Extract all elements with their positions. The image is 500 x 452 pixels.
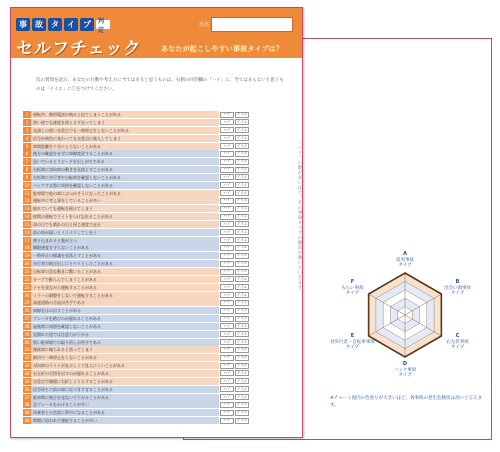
- question-row: [23, 338, 249, 345]
- answer-no[interactable]: イイエ: [236, 276, 248, 281]
- question-text: 割り込まれると腹が立つ: [31, 237, 219, 244]
- answer-no[interactable]: イイエ: [236, 386, 248, 391]
- pill-char: 事: [16, 18, 30, 31]
- answer-group: [220, 143, 249, 149]
- question-row: [23, 331, 249, 338]
- radar-axis-suffix: タイプ: [450, 345, 465, 350]
- question-row: [23, 237, 249, 244]
- question-number: 15: [24, 221, 30, 227]
- answer-group: [220, 323, 249, 329]
- answer-no[interactable]: イイエ: [236, 135, 248, 140]
- question-number: 28: [24, 323, 30, 329]
- question-text: 見通しの悪い交差点でも一時停止をしないことがある: [31, 127, 219, 134]
- radar-axis-suffix: タイプ: [450, 291, 465, 296]
- page-title: セルフチェック: [16, 39, 142, 59]
- question-text: 発進時に周囲を確認しないことがある: [31, 323, 219, 330]
- question-number: 38: [24, 402, 30, 408]
- question-row: [23, 315, 249, 322]
- answer-group: [220, 119, 249, 125]
- question-text: 夜間の運転でライトをつけ忘れることがある: [31, 213, 219, 220]
- question-text: 運転中に考え事をしていることが多い: [31, 197, 219, 204]
- answer-yes[interactable]: ハイ: [220, 386, 234, 392]
- answer-group: [220, 355, 249, 361]
- answer-no[interactable]: イイエ: [236, 159, 248, 164]
- question-row: [23, 135, 249, 142]
- radar-axis-suffix: タイプ: [345, 291, 360, 296]
- question-text: 雨の日でも晴れの日と同じ速度で走る: [31, 221, 219, 228]
- answer-yes[interactable]: ハイ: [220, 221, 234, 227]
- answer-yes[interactable]: ハイ: [220, 284, 234, 290]
- answer-no[interactable]: イイエ: [236, 190, 248, 195]
- answer-no[interactable]: イイエ: [236, 119, 248, 124]
- question-text: 前の車が遅いとイライラしてしまう: [31, 229, 219, 236]
- answer-group: [220, 331, 249, 337]
- radar-axis-name: もらい事故: [341, 286, 364, 291]
- answer-group: [220, 410, 249, 416]
- question-row: [23, 362, 249, 369]
- question-row: [23, 346, 249, 353]
- answer-yes[interactable]: ハイ: [220, 410, 234, 416]
- answer-yes[interactable]: ハイ: [220, 135, 234, 141]
- answer-group: [220, 127, 249, 133]
- question-text: 後続車に煽られると焦ってしまう: [31, 346, 219, 353]
- answer-yes[interactable]: ハイ: [220, 378, 234, 384]
- answer-yes[interactable]: ハイ: [220, 229, 234, 235]
- answer-group: [220, 135, 249, 141]
- pill-char: イ: [64, 18, 78, 31]
- answer-yes[interactable]: ハイ: [220, 261, 234, 267]
- answer-no[interactable]: イイエ: [236, 410, 248, 415]
- radar-axis-name: バック事故: [393, 368, 417, 374]
- answer-yes[interactable]: ハイ: [220, 245, 234, 251]
- answer-yes[interactable]: ハイ: [220, 331, 234, 337]
- tagline: あなたが起こしやすい事故タイプは？: [161, 45, 284, 53]
- radar-axis-name: 出会い頭事故: [444, 286, 472, 291]
- question-text: バックする際に周囲を確認しないことがある: [31, 182, 219, 189]
- name-label: 氏名: [199, 22, 210, 28]
- answer-no[interactable]: イイエ: [236, 316, 248, 321]
- question-row: [23, 252, 249, 259]
- answer-yes[interactable]: ハイ: [220, 355, 234, 361]
- answer-no[interactable]: イイエ: [236, 127, 248, 132]
- question-text: 運転中、携帯電話が鳴ると出てしまうことがある: [31, 111, 219, 118]
- question-list: [23, 111, 249, 425]
- instructions: 次の質問を読み、あなたの行動や考え方に当てはまると思うものは、右側の回答欄の「ハイ」に、当てはまらないと思うものは「イイエ」に〇をつけてください。: [36, 78, 284, 92]
- answer-no[interactable]: イイエ: [236, 331, 248, 336]
- answer-yes[interactable]: ハイ: [220, 276, 234, 282]
- question-row: [23, 158, 249, 165]
- answer-yes[interactable]: ハイ: [220, 316, 234, 322]
- answer-no[interactable]: イイエ: [236, 182, 248, 187]
- answer-yes[interactable]: ハイ: [220, 190, 234, 196]
- answer-group: [220, 269, 249, 275]
- question-text: 狭い道でも速度を落とさず走ってしまう: [31, 119, 219, 126]
- radar-axis-letter: A: [403, 250, 407, 257]
- radar-axis-suffix: タイプ: [398, 373, 412, 379]
- answer-group: [220, 347, 249, 353]
- question-number: 9: [23, 174, 31, 181]
- question-number: 40: [24, 418, 30, 424]
- question-row: [23, 142, 249, 149]
- answer-yes[interactable]: ハイ: [220, 323, 234, 329]
- radar-axis-suffix: タイプ: [345, 345, 360, 350]
- answer-group: [220, 308, 249, 314]
- answer-no[interactable]: イイエ: [236, 378, 248, 383]
- question-number: 30: [24, 339, 30, 345]
- pill-char: 故: [32, 18, 46, 31]
- answer-yes[interactable]: ハイ: [220, 292, 234, 298]
- answer-no[interactable]: イイエ: [236, 143, 248, 148]
- answer-group: [220, 284, 249, 290]
- radar-chart: [330, 243, 480, 393]
- answer-yes[interactable]: ハイ: [220, 127, 234, 133]
- answer-yes[interactable]: ハイ: [220, 206, 234, 212]
- question-text: 自転車の急な動きに驚いたことがある: [31, 268, 219, 275]
- answer-yes[interactable]: ハイ: [220, 394, 234, 400]
- answer-group: [220, 292, 249, 298]
- question-number: 24: [24, 292, 30, 298]
- answer-group: [220, 276, 249, 282]
- question-text: 車間距離を十分にとらないことがある: [31, 143, 219, 150]
- name-field[interactable]: [211, 17, 293, 32]
- question-number: 10: [24, 182, 30, 188]
- answer-group: [220, 237, 249, 243]
- radar-axis-letter: E: [350, 333, 355, 339]
- answer-group: [220, 229, 249, 235]
- question-row: [23, 166, 249, 173]
- question-number: 23: [24, 284, 30, 290]
- question-text: 見慣れた道では注意力が下がる: [31, 331, 219, 338]
- pill-char: プ: [80, 18, 94, 31]
- answer-no[interactable]: イイエ: [236, 300, 248, 305]
- question-text: カーブで膨らんでしまうことがある: [31, 276, 219, 283]
- answer-group: [220, 206, 249, 212]
- answer-group: [220, 151, 249, 157]
- answer-yes[interactable]: ハイ: [220, 308, 234, 314]
- answer-yes[interactable]: ハイ: [220, 300, 234, 306]
- radar-axis-letter: C: [455, 333, 460, 339]
- question-number: 16: [24, 229, 30, 235]
- question-number: 1: [23, 111, 31, 118]
- question-text: 交差点で無理に右折しようとすることがある: [31, 378, 219, 385]
- question-text: 急いでいるとスピードを出しがちである: [31, 158, 219, 165]
- question-row: [23, 197, 249, 204]
- question-row: [23, 205, 249, 212]
- question-text: ブレーキを踏むのが遅れることがある: [31, 315, 219, 322]
- answer-no[interactable]: イイエ: [236, 339, 248, 344]
- question-text: 狭い駐車場での取り回しが苦手である: [31, 339, 219, 346]
- question-number: 36: [24, 386, 30, 392]
- answer-yes[interactable]: ハイ: [220, 370, 234, 376]
- question-number: 12: [24, 198, 30, 204]
- question-number: 14: [24, 214, 30, 220]
- answer-group: [220, 418, 249, 424]
- answer-no[interactable]: イイエ: [236, 237, 248, 242]
- answer-no[interactable]: イイエ: [236, 229, 248, 234]
- answer-no[interactable]: イイエ: [236, 198, 248, 203]
- answer-group: [220, 221, 249, 227]
- question-text: ナビを見ながら運転することがある: [31, 284, 219, 291]
- answer-no[interactable]: イイエ: [236, 112, 248, 117]
- answer-group: [220, 112, 249, 118]
- category-pills: [16, 17, 110, 34]
- question-number: 3: [23, 127, 31, 134]
- question-row: [23, 299, 249, 306]
- answer-no[interactable]: イイエ: [236, 167, 248, 172]
- answer-no[interactable]: イイエ: [236, 261, 248, 266]
- question-number: 33: [24, 363, 30, 369]
- answer-group: [220, 300, 249, 306]
- question-number: 34: [24, 370, 30, 376]
- question-row: [23, 229, 249, 236]
- answer-group: [220, 167, 249, 173]
- answer-yes[interactable]: ハイ: [220, 339, 234, 345]
- answer-no[interactable]: イイエ: [236, 394, 248, 399]
- answer-yes[interactable]: ハイ: [220, 167, 234, 173]
- question-number: 31: [24, 347, 30, 353]
- answer-group: [220, 394, 249, 400]
- answer-no[interactable]: イイエ: [236, 206, 248, 211]
- question-row: [23, 401, 249, 408]
- question-row: [23, 221, 249, 228]
- question-text: 同乗者との会話に夢中になることがある: [31, 409, 219, 416]
- answer-no[interactable]: イイエ: [236, 308, 248, 313]
- question-number: 13: [24, 206, 30, 212]
- question-text: 信号が黄色に変わっても交差点に進入してしまう: [31, 135, 219, 142]
- question-number: 8: [23, 166, 31, 173]
- question-row: [23, 417, 249, 424]
- question-number: 5: [23, 143, 31, 150]
- answer-no[interactable]: イイエ: [236, 292, 248, 297]
- answer-yes[interactable]: ハイ: [220, 112, 234, 118]
- answer-yes[interactable]: ハイ: [220, 253, 234, 259]
- answer-group: [220, 339, 249, 345]
- question-text: 踏切で一時停止をしないことがある: [31, 354, 219, 361]
- question-row: [23, 182, 249, 189]
- question-text: 歩行者の飛び出しにヒヤリとしたことがある: [31, 260, 219, 267]
- question-text: 右折時に対向車の動きを見落とすことがある: [31, 166, 219, 173]
- question-text: 対向車のライトがまぶしくて見えにくいことがある: [31, 362, 219, 369]
- question-number: 19: [24, 253, 30, 259]
- question-text: 急ブレーキをかけることが多い: [31, 401, 219, 408]
- answer-no[interactable]: イイエ: [236, 402, 248, 407]
- radar-axis-letter: D: [402, 361, 408, 368]
- side-note: 「ハイ」の数が多いほど、その事故タイプの傾向が強いといえます。: [297, 140, 302, 295]
- pill-suffix: 判定: [96, 20, 110, 29]
- question-row: [23, 244, 249, 251]
- question-number: 39: [24, 410, 30, 416]
- radar-axis-letter: F: [350, 279, 355, 285]
- answer-yes[interactable]: ハイ: [220, 347, 234, 353]
- answer-group: [220, 245, 249, 251]
- question-row: [23, 268, 249, 275]
- answer-no[interactable]: イイエ: [236, 284, 248, 289]
- question-number: 25: [24, 300, 30, 306]
- radar-axis-letter: B: [455, 279, 460, 285]
- question-row: [23, 276, 249, 283]
- answer-yes[interactable]: ハイ: [220, 143, 234, 149]
- answer-group: [220, 316, 249, 322]
- footnote: ※チャート図内の色塗りが大きいほど、各事故の発生危険度は高いと言えます。: [330, 396, 483, 408]
- question-row: [23, 291, 249, 298]
- answer-no[interactable]: イイエ: [236, 214, 248, 219]
- answer-no[interactable]: イイエ: [236, 363, 248, 368]
- question-row: [23, 393, 249, 400]
- answer-group: [220, 159, 249, 165]
- question-row: [23, 119, 249, 126]
- answer-yes[interactable]: ハイ: [220, 174, 234, 180]
- answer-yes[interactable]: ハイ: [220, 237, 234, 243]
- answer-group: [220, 198, 249, 204]
- question-number: 4: [23, 135, 31, 142]
- question-text: 駐車時に後方を見ないで下がることがある: [31, 394, 219, 401]
- question-text: 高速道路の合流が苦手である: [31, 299, 219, 306]
- question-row: [23, 213, 249, 220]
- question-row: [23, 354, 249, 361]
- question-number: 6: [23, 150, 31, 157]
- sheet-header: [11, 8, 302, 58]
- question-sheet: [10, 7, 303, 438]
- question-number: 17: [24, 237, 30, 243]
- answer-no[interactable]: イイエ: [236, 151, 248, 156]
- answer-no[interactable]: イイエ: [236, 418, 248, 423]
- question-text: 一時停止の標識を見落とすことがある: [31, 252, 219, 259]
- question-row: [23, 127, 249, 134]
- answer-group: [220, 386, 249, 392]
- question-row: [23, 111, 249, 118]
- question-text: ミラーの調整をしないで運転することがある: [31, 292, 219, 299]
- answer-yes[interactable]: ハイ: [220, 198, 234, 204]
- question-number: 37: [24, 394, 30, 400]
- question-row: [23, 150, 249, 157]
- question-number: 32: [24, 355, 30, 361]
- answer-yes[interactable]: ハイ: [220, 214, 234, 220]
- answer-no[interactable]: イイエ: [236, 323, 248, 328]
- question-number: 20: [24, 261, 30, 267]
- question-number: 26: [24, 308, 30, 314]
- answer-yes[interactable]: ハイ: [220, 418, 234, 424]
- question-row: [23, 189, 249, 196]
- question-row: [23, 284, 249, 291]
- question-row: [23, 323, 249, 330]
- question-text: 時間に追われて運転することが多い: [31, 417, 219, 424]
- answer-no[interactable]: イイエ: [236, 245, 248, 250]
- answer-no[interactable]: イイエ: [236, 253, 248, 258]
- answer-group: [220, 402, 249, 408]
- answer-yes[interactable]: ハイ: [220, 269, 234, 275]
- radar-axis-name: 対歩行者・自転車事故: [330, 340, 375, 345]
- question-row: [23, 260, 249, 267]
- question-number: 7: [23, 158, 31, 165]
- answer-yes[interactable]: ハイ: [220, 363, 234, 369]
- question-row: [23, 370, 249, 377]
- question-number: 35: [24, 378, 30, 384]
- answer-yes[interactable]: ハイ: [220, 182, 234, 188]
- answer-yes[interactable]: ハイ: [220, 402, 234, 408]
- question-text: 疲れていても運転を続けてしまう: [31, 205, 219, 212]
- answer-no[interactable]: イイエ: [236, 269, 248, 274]
- answer-group: [220, 182, 249, 188]
- question-row: [23, 174, 249, 181]
- question-row: [23, 409, 249, 416]
- question-text: 右左折の合図を出すのが遅れることがある: [31, 370, 219, 377]
- answer-group: [220, 174, 249, 180]
- question-row: [23, 386, 249, 393]
- answer-no[interactable]: イイエ: [236, 355, 248, 360]
- question-text: 駐車場で他の車にぶつけそうになったことがある: [31, 190, 219, 197]
- answer-no[interactable]: イイエ: [236, 347, 248, 352]
- question-number: 18: [24, 245, 30, 251]
- radar-axis-name: 追突事故: [396, 257, 414, 263]
- answer-group: [220, 378, 249, 384]
- answer-group: [220, 261, 249, 267]
- question-text: 後方の確認をせずに車線変更することがある: [31, 150, 219, 157]
- answer-group: [220, 190, 249, 196]
- question-number: 11: [24, 190, 30, 196]
- question-number: 27: [24, 316, 30, 322]
- radar-axis-suffix: タイプ: [398, 262, 412, 268]
- question-number: 2: [23, 119, 31, 126]
- question-text: 信号待ちで前の車に近づきすぎることがある: [31, 386, 219, 393]
- answer-no[interactable]: イイエ: [236, 370, 248, 375]
- answer-group: [220, 253, 249, 259]
- question-number: 21: [24, 269, 30, 275]
- question-text: 左折時に歩行者や自転車を確認しないことがある: [31, 174, 219, 181]
- answer-group: [220, 363, 249, 369]
- question-row: [23, 307, 249, 314]
- answer-yes[interactable]: ハイ: [220, 151, 234, 157]
- answer-yes[interactable]: ハイ: [220, 119, 234, 125]
- answer-yes[interactable]: ハイ: [220, 159, 234, 165]
- radar-axis-name: 右左折事故: [446, 340, 469, 345]
- question-number: 29: [24, 331, 30, 337]
- question-text: 制限速度を守らないことがある: [31, 244, 219, 251]
- pill-char: タ: [48, 18, 62, 31]
- answer-group: [220, 370, 249, 376]
- answer-group: [220, 214, 249, 220]
- question-number: 22: [24, 276, 30, 282]
- answer-no[interactable]: イイエ: [236, 221, 248, 226]
- question-text: 車線をはみ出すことがある: [31, 307, 219, 314]
- question-row: [23, 378, 249, 385]
- answer-no[interactable]: イイエ: [236, 174, 248, 179]
